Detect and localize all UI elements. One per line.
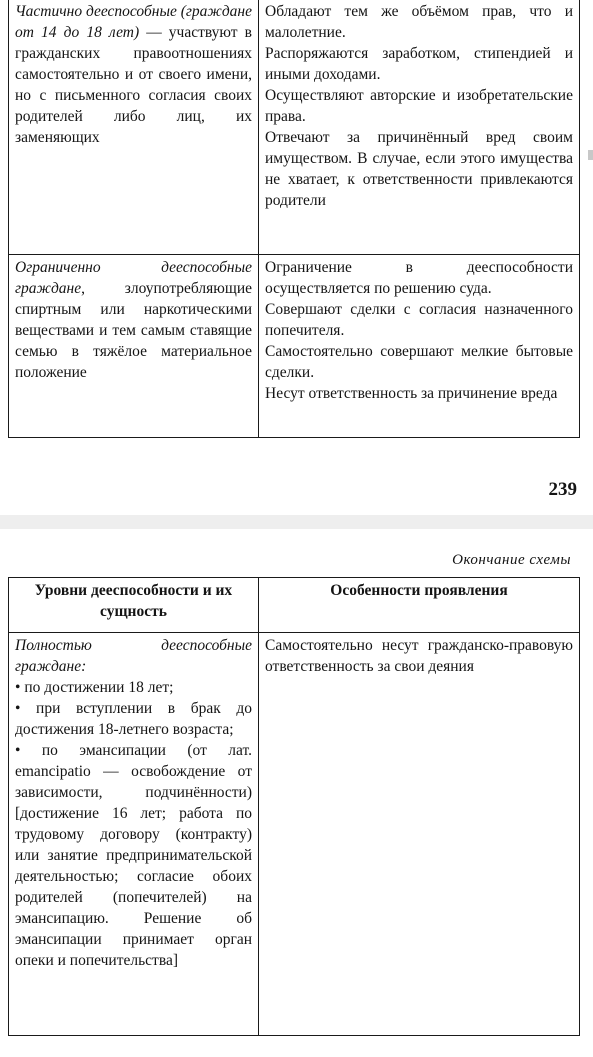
feature-line: Самостоятельно совершают мелкие бытовые сделки. bbox=[265, 343, 573, 381]
level-cell bbox=[9, 633, 259, 1036]
header-levels: Уровни дееспособности и их сущность bbox=[9, 578, 259, 633]
bullet-item: • при вступлении в брак до достижения 18-летнего возраста; bbox=[15, 698, 252, 740]
feature-line: Обладают тем же объёмом прав, что и малолетние. bbox=[265, 3, 573, 41]
level-title: Ограниченно дееспособные граждане bbox=[15, 259, 252, 297]
feature-line: Самостоятельно несут гражданско-правовую ответственность за свои деяния bbox=[265, 637, 573, 675]
schema-table-bottom bbox=[8, 577, 580, 1036]
table-row bbox=[9, 255, 580, 438]
page-gap bbox=[0, 515, 593, 529]
continuation-label: Окончание схемы bbox=[452, 552, 571, 568]
bullet-item: • по достижении 18 лет; bbox=[15, 677, 252, 698]
feature-line: Несут ответственность за причинение вреда bbox=[265, 385, 558, 402]
page-number: 239 bbox=[548, 479, 577, 500]
feature-line: Распоряжаются заработком, стипендией и иными доходами. bbox=[265, 45, 573, 83]
level-cell bbox=[9, 0, 259, 255]
feature-line: Осуществляют авторские и изобретательские права. bbox=[265, 87, 573, 125]
level-description: — участвуют в гражданских правоотношениях самостоятельно и от своего имени, но с письменного согласия своих родителей либо лиц, их заменяющих bbox=[15, 24, 252, 146]
level-title: Полностью дееспособные граждане: bbox=[15, 637, 252, 675]
feature-line: Совершают сделки с согласия назначенного попечителя. bbox=[265, 301, 573, 339]
feature-line: Ограничение в дееспособности осуществляется по решению суда. bbox=[265, 259, 573, 297]
features-cell bbox=[259, 255, 580, 438]
bullet-item: • по эмансипации (от лат. emancipatio — освобождение от зависимости, подчинённости) [достижение 16 лет; работа по трудовому договору (контракту) или занятие предпринимательской деятельностью; согласие обоих родителей (попечителей) на эмансипацию. Решение об эмансипации принимает орган опеки и попечительства] bbox=[15, 740, 252, 971]
table-row bbox=[9, 0, 580, 255]
header-features: Особенности проявления bbox=[259, 578, 580, 633]
level-cell bbox=[9, 255, 259, 438]
level-title: Частично дееспособные (граждане от 14 до 18 лет) bbox=[15, 3, 252, 41]
table-row bbox=[9, 633, 580, 1036]
table-header-row bbox=[9, 578, 580, 633]
schema-table-top bbox=[8, 0, 580, 438]
edge-mark bbox=[588, 150, 593, 160]
feature-line: Отвечают за причинённый вред своим имуществом. В случае, если этого имущества не хватает, к ответственности привлекаются родители bbox=[265, 129, 573, 209]
page-top bbox=[0, 0, 593, 515]
features-cell bbox=[259, 0, 580, 255]
features-cell bbox=[259, 633, 580, 1036]
level-description: , злоупотребляющие спиртным или наркотическими веществами и тем самым ставящие семью в тяжёлое материальное положение bbox=[15, 280, 252, 381]
